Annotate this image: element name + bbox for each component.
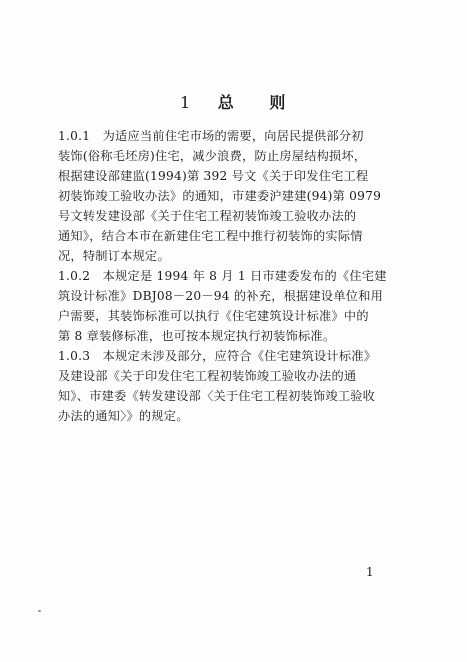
- text-line: 号文转发建设部《关于住宅工程初装饰竣工验收办法的: [58, 209, 357, 223]
- scan-speck: [38, 610, 41, 612]
- body-text: [58, 126, 410, 426]
- text-line: 及建设部《关于印发住宅工程初装饰竣工验收办法的通: [58, 369, 357, 383]
- text-line: 1.0.2 本规定是 1994 年 8 月 1 日市建委发布的《住宅建: [58, 269, 387, 283]
- clause-1-0-2: [58, 266, 410, 346]
- text-line: 初装饰竣工验收办法》的通知，市建委沪建建(94)第 0979: [58, 189, 382, 203]
- chapter-title-word-2: 则: [269, 93, 287, 112]
- text-line: 1.0.1 为适应当前住宅市场的需要，向居民提供部分初: [58, 129, 364, 143]
- text-line: 1.0.3 本规定未涉及部分，应符合《住宅建筑设计标准》: [58, 349, 377, 363]
- text-line: 根据建设部建监(1994)第 392 号文《关于印发住宅工程: [58, 169, 369, 183]
- clause-1-0-1: [58, 126, 410, 266]
- text-line: 第 8 章装修标准，也可按本规定执行初装饰标准。: [58, 329, 336, 343]
- chapter-number: 1: [180, 93, 192, 112]
- text-line: 通知》，结合本市在新建住宅工程中推行初装饰的实际情: [58, 229, 363, 243]
- clause-1-0-3: [58, 346, 410, 426]
- text-line: 户需要，其装饰标准可以执行《住宅建筑设计标准》中的: [58, 309, 369, 323]
- text-line: 办法的通知〉》的规定。: [58, 409, 189, 423]
- page-number: 1: [366, 565, 374, 579]
- text-line: 装饰(俗称毛坯房)住宅，减少浪费，防止房屋结构损坏，: [58, 149, 367, 163]
- text-line: 知》、市建委《转发建设部〈关于住宅工程初装饰竣工验收: [58, 389, 376, 403]
- chapter-heading: [0, 90, 467, 113]
- text-line: 况，特制订本规定。: [58, 249, 170, 263]
- text-line: 筑设计标准》DBJ08－20－94 的补充，根据建设单位和用: [58, 289, 384, 303]
- chapter-title-word-1: 总: [217, 93, 236, 112]
